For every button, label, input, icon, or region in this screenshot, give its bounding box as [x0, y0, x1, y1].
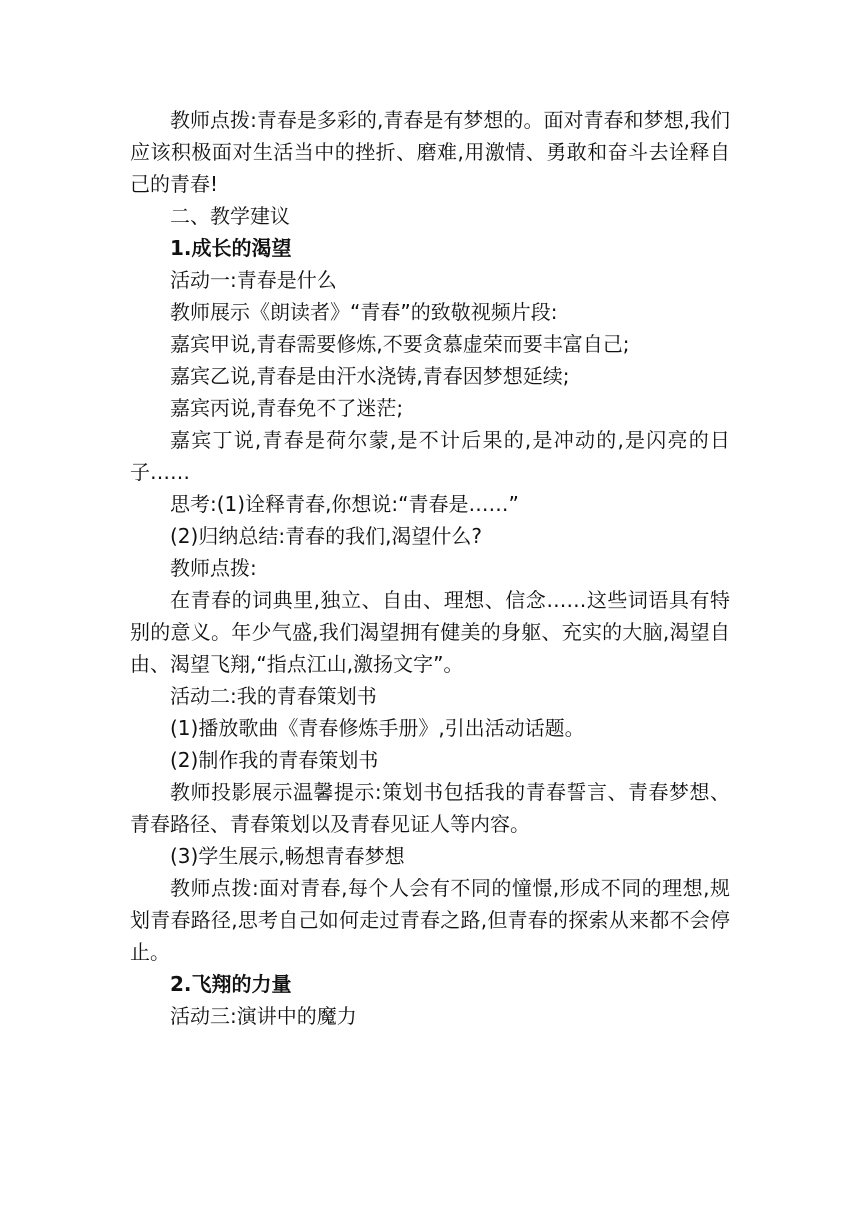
section-heading-teaching-suggestions: 二、教学建议 — [170, 204, 290, 228]
paragraph-student-show: (3)学生展示,畅想青春梦想 — [170, 844, 405, 868]
paragraph-video-intro: 教师展示《朗读者》“青春”的致敬视频片段: — [170, 300, 558, 324]
paragraph-teacher-guidance-intro: 教师点拨:青春是多彩的,青春是有梦想的。面对青春和梦想,我们应该积极面对生活当中的挫折、磨难,用激情、勇敢和奋斗去诠释自己的青春! — [130, 108, 730, 196]
paragraph-youth-dictionary: 在青春的词典里,独立、自由、理想、信念……这些词语具有特别的意义。年少气盛,我们渴望拥有健美的身躯、充实的大脑,渴望自由、渴望飞翔,“指点江山,激扬文字”。 — [130, 588, 730, 676]
paragraph-think-1: 思考:(1)诠释青春,你想说:“青春是……” — [170, 492, 519, 516]
paragraph-guest-a: 嘉宾甲说,青春需要修炼,不要贪慕虚荣而要丰富自己; — [170, 332, 630, 356]
paragraph-guest-d: 嘉宾丁说,青春是荷尔蒙,是不计后果的,是冲动的,是闪亮的日子…… — [130, 428, 730, 484]
paragraph-guest-c: 嘉宾丙说,青春免不了迷茫; — [170, 396, 404, 420]
subheading-power-of-flight: 2.飞翔的力量 — [170, 972, 292, 996]
paragraph-teacher-guidance-ideals: 教师点拨:面对青春,每个人会有不同的憧憬,形成不同的理想,规划青春路径,思考自己如何走过青春之路,但青春的探索从来都不会停止。 — [130, 876, 730, 964]
activity-two-title: 活动二:我的青春策划书 — [170, 684, 377, 708]
paragraph-guest-b: 嘉宾乙说,青春是由汗水浇铸,青春因梦想延续; — [170, 364, 570, 388]
paragraph-think-2: (2)归纳总结:青春的我们,渴望什么? — [170, 524, 483, 548]
paragraph-projection-tips: 教师投影展示温馨提示:策划书包括我的青春誓言、青春梦想、青春路径、青春策划以及青春见证人等内容。 — [130, 780, 730, 836]
activity-three-title: 活动三:演讲中的魔力 — [170, 1004, 357, 1028]
subheading-growth-desire: 1.成长的渴望 — [170, 236, 292, 260]
paragraph-play-song: (1)播放歌曲《青春修炼手册》,引出活动话题。 — [170, 716, 585, 740]
document-body — [130, 104, 730, 1032]
paragraph-teacher-guidance-label: 教师点拨: — [170, 556, 257, 580]
activity-one-title: 活动一:青春是什么 — [170, 268, 337, 292]
paragraph-make-plan: (2)制作我的青春策划书 — [170, 748, 379, 772]
